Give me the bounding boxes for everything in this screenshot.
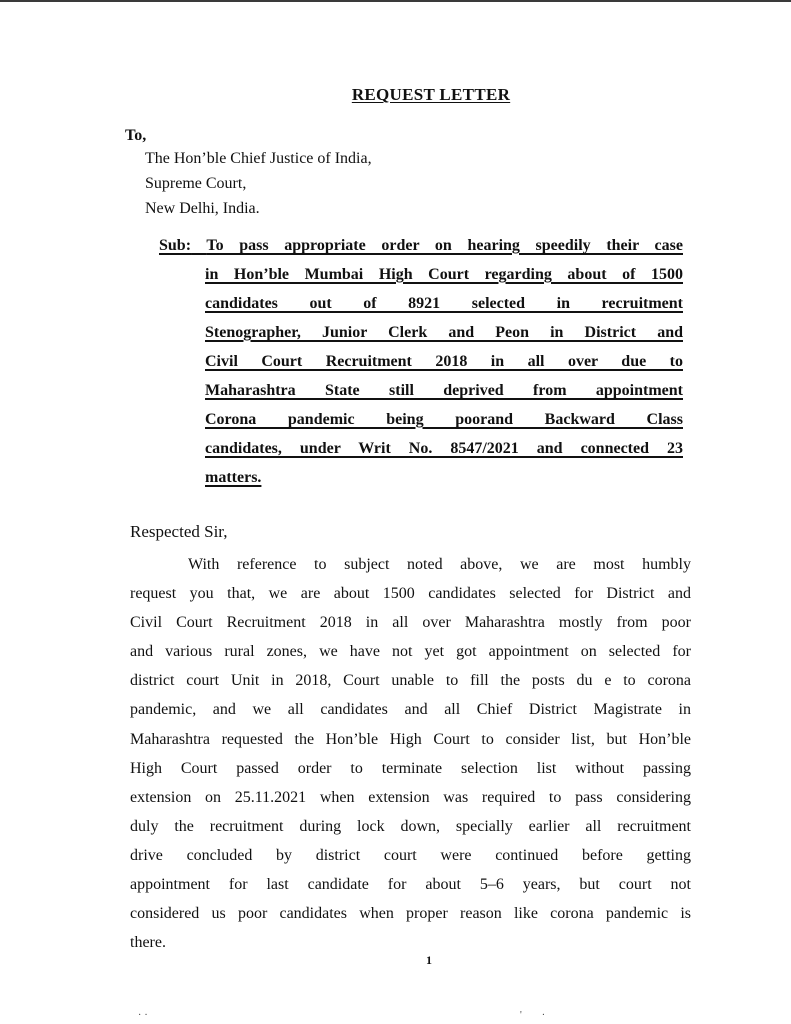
body-line: drive concluded by district court were continued before getting: [130, 846, 691, 864]
page-number: 1: [426, 953, 432, 967]
body-line: Maharashtra requested the Hon’ble High Court to consider list, but Hon’ble: [130, 730, 691, 748]
subject-line: in Hon’ble Mumbai High Court regarding about of 1500: [205, 266, 683, 283]
body-line: pandemic, and we all candidates and all Chief District Magistrate in: [130, 701, 691, 719]
subject-line: candidates out of 8921 selected in recruitment: [205, 295, 683, 312]
subject-line: matters.: [205, 469, 262, 486]
body-line: extension on 25.11.2021 when extension was required to pass considering: [130, 788, 691, 806]
subject-line: [159, 231, 683, 260]
body-line: duly the recruitment during lock down, specially earlier all recruitment: [130, 817, 691, 835]
subject-line: Civil Court Recruitment 2018 in all over due to: [205, 353, 683, 370]
body-line: and various rural zones, we have not yet got appointment on selected for: [130, 643, 691, 661]
body-line: there.: [130, 934, 166, 952]
address-line: Supreme Court,: [145, 175, 247, 192]
subject-line: candidates, under Writ No. 8547/2021 and connected 23: [205, 440, 683, 457]
scan-artifact-marks: '·: [520, 1010, 566, 1021]
body-line: With reference to subject noted above, we are most humbly: [188, 556, 691, 573]
to-label: To,: [125, 127, 147, 144]
subject-line: Stenographer, Junior Clerk and Peon in District and: [205, 324, 683, 341]
address-line: New Delhi, India.: [145, 200, 260, 217]
recipient-address: [145, 146, 372, 221]
subject-line: Corona pandemic being poorand Backward Class: [205, 411, 683, 428]
body-line: request you that, we are about 1500 candidates selected for District and: [130, 585, 691, 603]
scan-artifact-marks: ··: [138, 1010, 151, 1021]
subject-line: Maharashtra State still deprived from appointment: [205, 382, 683, 399]
address-line: The Hon’ble Chief Justice of India,: [145, 150, 372, 167]
letter-body: [130, 550, 691, 957]
letter-title: REQUEST LETTER: [351, 85, 511, 104]
body-line: considered us poor candidates when proper reason like corona pandemic is: [130, 905, 691, 923]
salutation: Respected Sir,: [130, 522, 228, 541]
body-line: district court Unit in 2018, Court unable to fill the posts du e to corona: [130, 672, 691, 690]
body-line: appointment for last candidate for about 5–6 years, but court not: [130, 876, 691, 894]
body-line: High Court passed order to terminate selection list without passing: [130, 759, 691, 777]
subject-text: To pass appropriate order on hearing speedily their case: [206, 237, 683, 254]
body-line: Civil Court Recruitment 2018 in all over Maharashtra mostly from poor: [130, 614, 691, 632]
subject-label: Sub:: [159, 237, 192, 254]
